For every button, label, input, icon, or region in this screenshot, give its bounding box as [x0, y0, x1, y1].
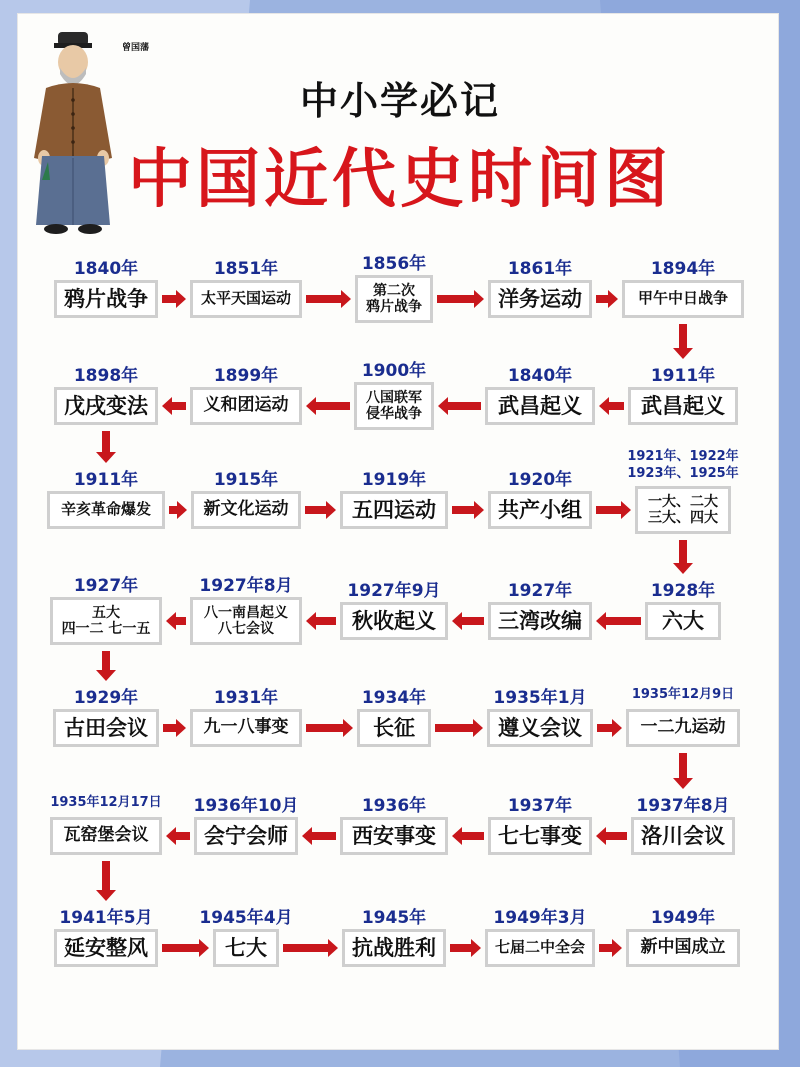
arrow-right-icon	[306, 290, 351, 308]
arrow-right-icon	[597, 719, 622, 737]
event-box: 洋务运动	[488, 280, 592, 318]
arrow-right-icon	[437, 290, 484, 308]
arrow-right-icon	[599, 939, 622, 957]
arrow-down-icon	[96, 861, 116, 901]
event-box: 八一南昌起义 八七会议	[190, 597, 302, 645]
event-year: 1937年8月	[636, 796, 730, 816]
event-year: 1911年	[650, 366, 716, 386]
event-year: 1935年1月	[493, 688, 587, 708]
page-subtitle: 中小学必记	[299, 79, 500, 123]
event-year: 1861年	[507, 259, 573, 279]
event-year: 1928年	[650, 581, 716, 601]
event-year: 1927年	[507, 581, 573, 601]
arrow-left-icon	[306, 397, 350, 415]
event-box: 会宁会师	[194, 817, 298, 855]
event-year: 1840年	[73, 259, 139, 279]
event-box: 甲午中日战争	[622, 280, 744, 318]
event-year: 1894年	[650, 259, 716, 279]
event-box: 一大、二大 三大、四大	[635, 486, 731, 534]
event-box: 义和团运动	[190, 387, 302, 425]
event-box: 一二九运动	[626, 709, 740, 747]
arrow-left-icon	[599, 397, 624, 415]
arrow-right-icon	[305, 501, 336, 519]
arrow-right-icon	[162, 290, 186, 308]
event-box: 古田会议	[53, 709, 159, 747]
portrait-caption: 曾国藩	[122, 43, 150, 53]
event-box: 新中国成立	[626, 929, 740, 967]
arrow-right-icon	[306, 719, 353, 737]
event-box: 五四运动	[340, 491, 448, 529]
event-year: 1840年	[507, 366, 573, 386]
arrow-left-icon	[452, 827, 484, 845]
event-box: 五大 四一二 七一五	[50, 597, 162, 645]
event-year: 1931年	[213, 688, 279, 708]
event-year: 1935年12月17日	[50, 795, 162, 810]
event-box: 三湾改编	[488, 602, 592, 640]
arrow-right-icon	[163, 719, 186, 737]
event-year: 1921年、1922年 1923年、1925年	[627, 449, 739, 481]
arrow-down-icon	[673, 324, 693, 359]
event-year: 1929年	[73, 688, 139, 708]
event-box: 长征	[357, 709, 431, 747]
event-box: 七七事变	[488, 817, 592, 855]
event-year: 1949年3月	[493, 908, 587, 928]
event-year: 1911年	[73, 470, 139, 490]
event-year: 1899年	[213, 366, 279, 386]
event-box: 新文化运动	[191, 491, 301, 529]
event-year: 1941年5月	[59, 908, 153, 928]
event-box: 鸦片战争	[54, 280, 158, 318]
arrow-left-icon	[438, 397, 481, 415]
event-box: 辛亥革命爆发	[47, 491, 165, 529]
event-box: 九一八事变	[190, 709, 302, 747]
arrow-down-icon	[673, 540, 693, 574]
arrow-right-icon	[162, 939, 209, 957]
event-year: 1919年	[361, 470, 427, 490]
event-box: 武昌起义	[485, 387, 595, 425]
event-year: 1935年12月9日	[631, 687, 735, 702]
event-year: 1937年	[507, 796, 573, 816]
arrow-left-icon	[166, 612, 186, 630]
arrow-right-icon	[450, 939, 481, 957]
arrow-down-icon	[673, 753, 693, 789]
event-year: 1898年	[73, 366, 139, 386]
event-box: 七届二中全会	[485, 929, 595, 967]
event-year: 1927年8月	[199, 576, 293, 596]
arrow-right-icon	[452, 501, 484, 519]
event-year: 1945年	[361, 908, 427, 928]
event-year: 1915年	[213, 470, 279, 490]
event-year: 1927年9月	[347, 581, 441, 601]
event-year: 1945年4月	[199, 908, 293, 928]
event-year: 1851年	[213, 259, 279, 279]
event-box: 抗战胜利	[342, 929, 446, 967]
event-box: 戊戌变法	[54, 387, 158, 425]
arrow-right-icon	[596, 290, 618, 308]
arrow-left-icon	[162, 397, 186, 415]
event-year: 1949年	[650, 908, 716, 928]
event-box: 遵义会议	[487, 709, 593, 747]
arrow-down-icon	[96, 431, 116, 463]
event-box: 洛川会议	[631, 817, 735, 855]
arrow-left-icon	[306, 612, 336, 630]
arrow-right-icon	[283, 939, 338, 957]
arrow-right-icon	[169, 501, 187, 519]
page-title: 中国近代史时间图	[128, 143, 672, 217]
event-box: 太平天国运动	[190, 280, 302, 318]
event-year: 1920年	[507, 470, 573, 490]
event-box: 武昌起义	[628, 387, 738, 425]
event-box: 共产小组	[488, 491, 592, 529]
event-box: 七大	[213, 929, 279, 967]
event-year: 1900年	[361, 361, 427, 381]
arrow-right-icon	[596, 501, 631, 519]
event-year: 1936年10月	[193, 796, 299, 816]
event-box: 六大	[645, 602, 721, 640]
arrow-down-icon	[96, 651, 116, 681]
event-box: 八国联军 侵华战争	[354, 382, 434, 430]
event-box: 西安事变	[340, 817, 448, 855]
arrow-left-icon	[166, 827, 190, 845]
event-year: 1927年	[73, 576, 139, 596]
arrow-left-icon	[452, 612, 484, 630]
event-box: 第二次 鸦片战争	[355, 275, 433, 323]
arrow-right-icon	[435, 719, 483, 737]
arrow-left-icon	[302, 827, 336, 845]
event-year: 1856年	[361, 254, 427, 274]
arrow-left-icon	[596, 827, 627, 845]
event-year: 1936年	[361, 796, 427, 816]
event-year: 1934年	[361, 688, 427, 708]
event-box: 秋收起义	[340, 602, 448, 640]
event-box: 延安整风	[54, 929, 158, 967]
event-box: 瓦窑堡会议	[50, 817, 162, 855]
arrow-left-icon	[596, 612, 641, 630]
